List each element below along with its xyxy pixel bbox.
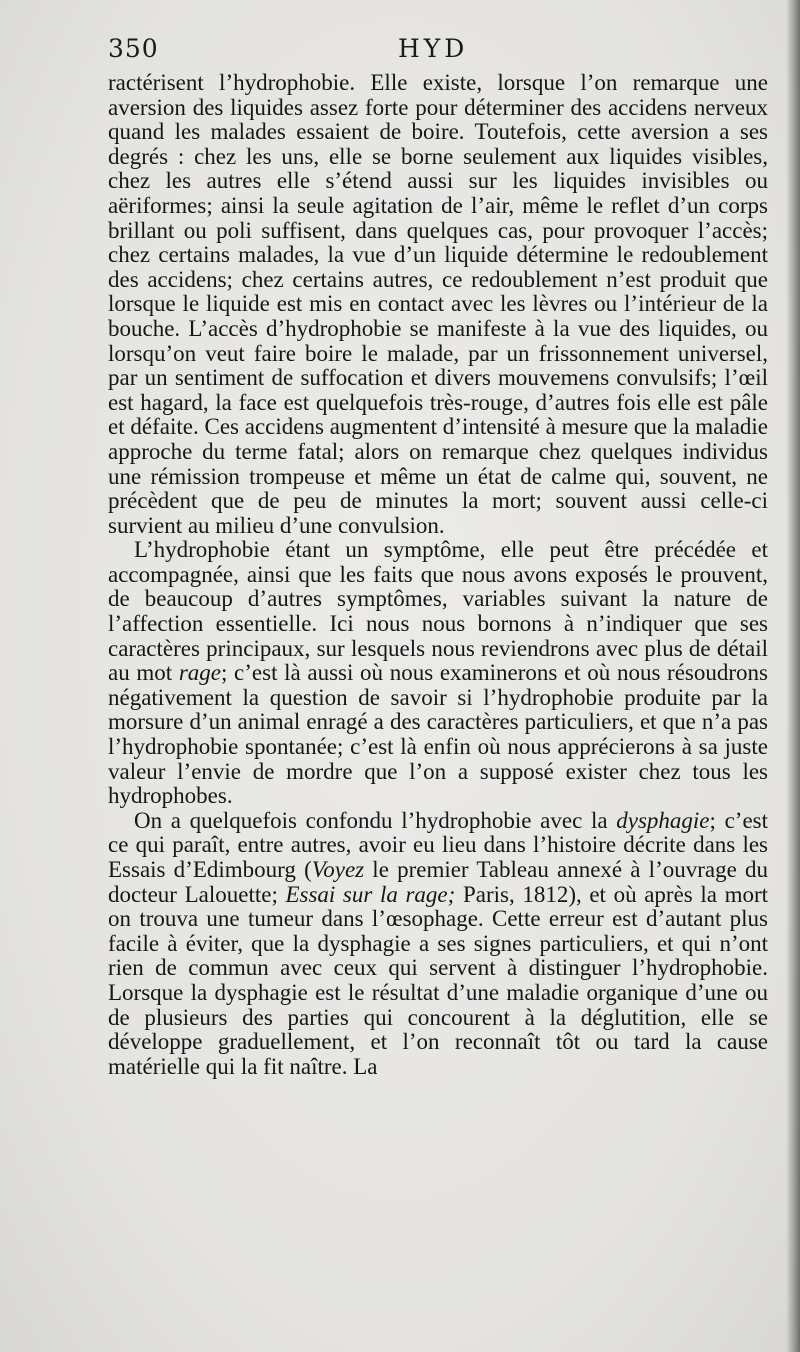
page-number: 350	[108, 34, 159, 63]
text-segment: ; c’est ce qui paraît, entre autres, avoir eu lieu dans l’histoire décrite dans les Essais d’Edimbourg (	[108, 807, 768, 882]
italic-term: rage	[178, 660, 221, 686]
text-segment: ; c’est là aussi où nous examinerons et où nous résoudrons négativement la question de savoir si l’hydrophobie produite par la morsure d’un animal enragé a des caractères particuliers, et que n’a pas l’hydrophobie spontanée; c’est là enfin où nous apprécierons à sa juste valeur l’envie de mordre que l’on a supposé exister chez tous les hydrophobes.	[108, 660, 768, 809]
text-body	[108, 71, 768, 1079]
page-header	[108, 34, 768, 70]
paragraph	[108, 809, 768, 1080]
page-gutter-shadow	[786, 0, 800, 1352]
text-segment: le premier Tableau annexé à l’ouvrage du docteur Lalouette;	[108, 857, 768, 907]
text-segment: Paris, 1812), et où après la mort on trouva une tumeur dans l’œsophage. Cette erreur est d’autant plus facile à éviter, que la dysphagie a ses signes particuliers, et qui n’ont rien de commun avec ceux qui servent à distinguer l’hydrophobie. Lorsque la dysphagie est le résultat d’une maladie organique d’une ou de plusieurs des parties qui concourent à la déglutition, elle se développe graduellement, et l’on reconnaît tôt ou tard la cause matérielle qui la fit naître. La	[108, 881, 769, 1079]
italic-term: dysphagie	[616, 807, 710, 833]
text-segment: ractérisent l’hydrophobie. Elle existe, lorsque l’on remarque une aversion des liquides assez forte pour déterminer des accidens nerveux quand les malades essaient de boire. Toutefois, cette aversion a ses degrés : chez les uns, elle se borne seulement aux liquides visibles, chez les autres elle s’étend aussi sur les liquides invisibles ou aëriformes; ainsi la seule agitation de l’air, même le reflet d’un corps brillant ou poli suffisent, dans quelques cas, pour provoquer l’accès; chez certains malades, la vue d’un liquide détermine le redoublement des accidens; chez certains autres, ce redoublement n’est produit que lorsque le liquide est mis en contact avec les lèvres ou l’intérieur de la bouche. L’accès d’hydrophobie se manifeste à la vue des liquides, ou lorsqu’on veut faire boire le malade, par un frissonnement universel, par un sentiment de suffocation et divers mouvemens convulsifs; l’œil est hagard, la face est quelquefois très-rouge, d’autres fois elle est pâle et défaite. Ces accidens augmentent d’intensité à mesure que la maladie approche du terme fatal; alors on remarque chez quelques individus une rémission trompeuse et même un état de calme qui, souvent, ne précèdent que de peu de minutes la mort; souvent aussi celle-ci survient au milieu d’une convulsion.	[108, 70, 768, 538]
italic-citation: Essai sur la rage;	[285, 881, 456, 907]
running-head: HYD	[398, 34, 469, 63]
italic-term: Voyez	[311, 857, 365, 882]
paragraph	[108, 538, 768, 809]
paragraph	[108, 71, 768, 538]
text-segment: L’hydrophobie étant un symptôme, elle peut être précédée et accompagnée, ainsi que les faits que nous avons exposés le prouvent, de beaucoup d’autres symptômes, variables suivant la nature de l’affection essentielle. Ici nous nous bornons à n’indiquer que ses caractères principaux, sur lesquels nous reviendrons avec plus de détail au mot	[108, 537, 768, 686]
text-segment: On a quelquefois confondu l’hydrophobie avec la	[134, 807, 617, 833]
